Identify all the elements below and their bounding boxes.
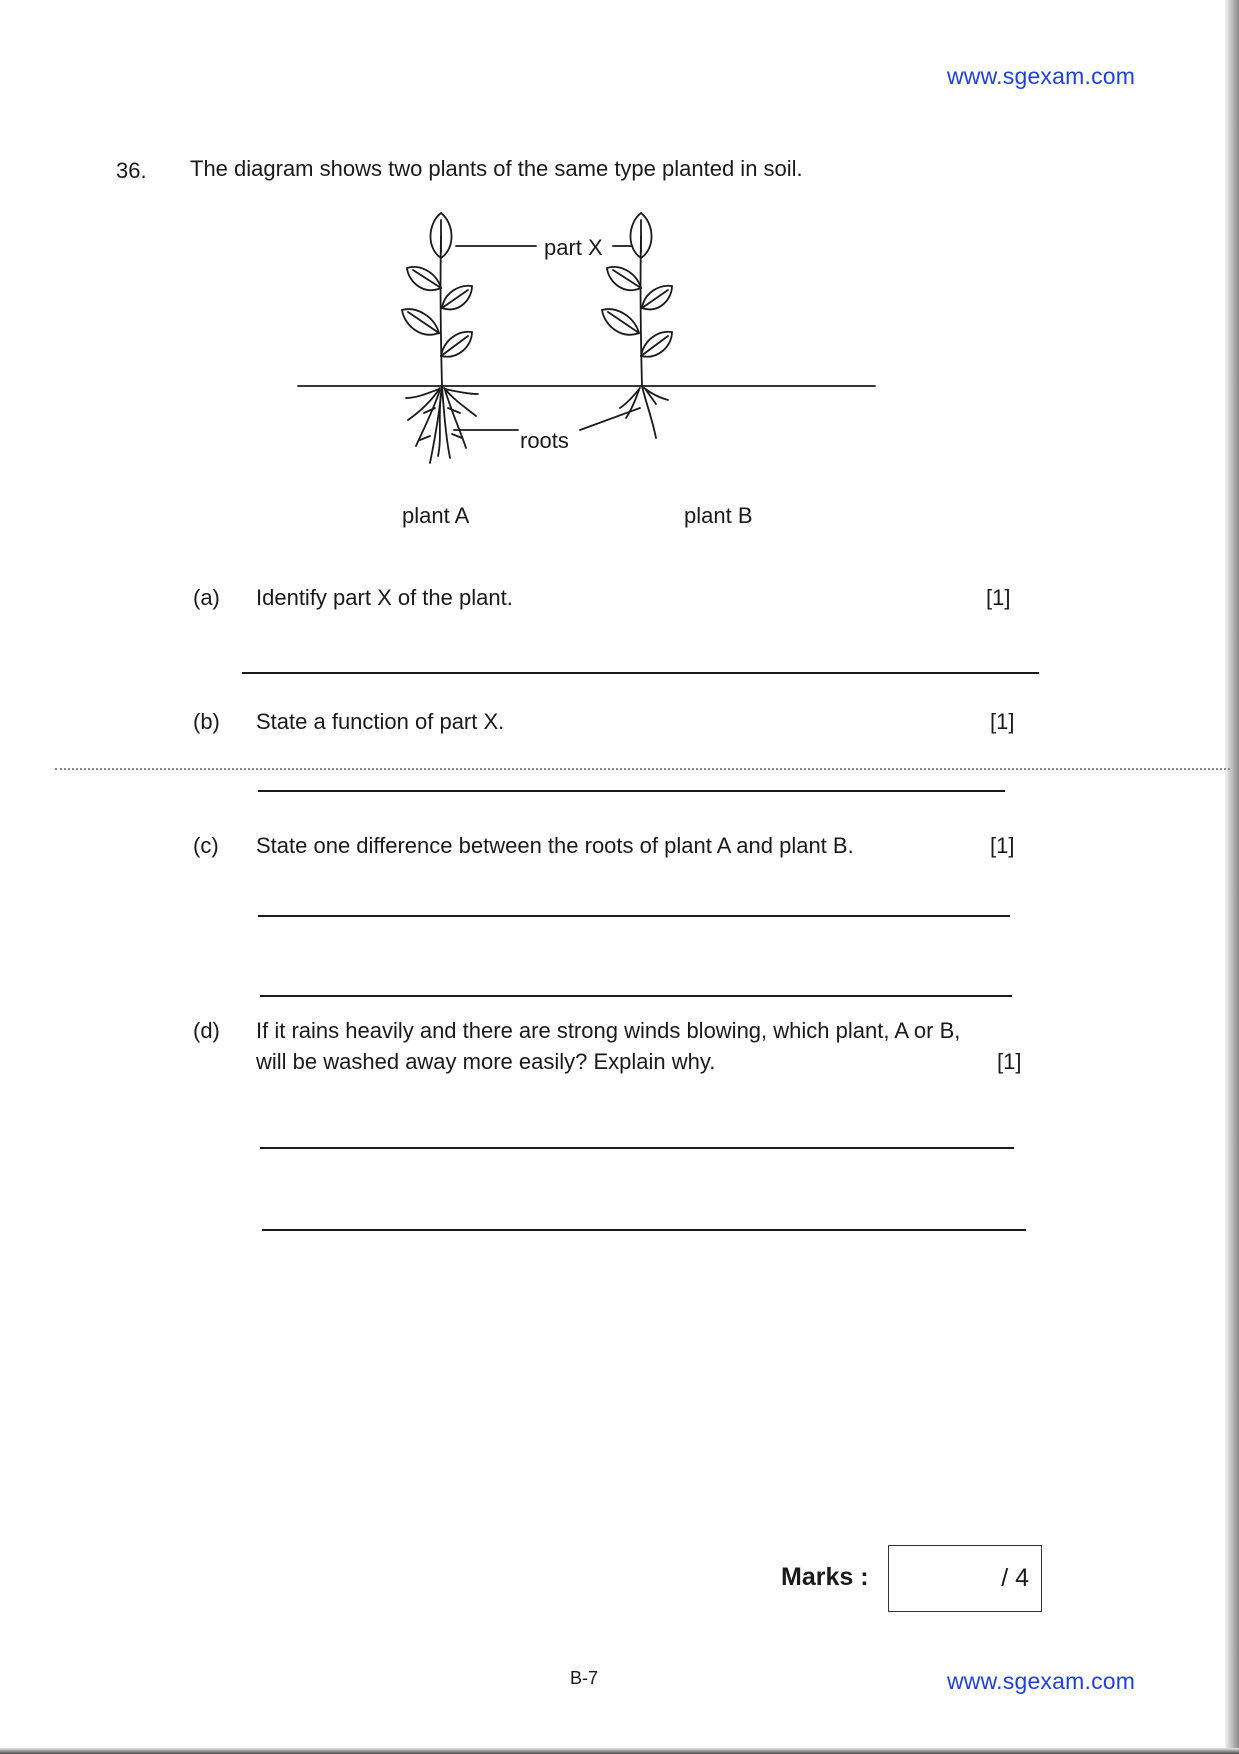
part-d-question-line-1: If it rains heavily and there are strong winds blowing, which plant, A or B, — [256, 1018, 961, 1043]
part-b-marks: [1] — [990, 709, 1015, 734]
header-url-link[interactable]: www.sgexam.com — [947, 63, 1136, 89]
page-code: B-7 — [570, 1668, 599, 1688]
part-c-question: State one difference between the roots of plant A and plant B. — [256, 833, 854, 858]
page-edge-shadow — [1225, 0, 1239, 1754]
plants-diagram — [290, 208, 890, 543]
part-a-question: Identify part X of the plant. — [256, 585, 513, 610]
roots-leader-b — [580, 408, 640, 430]
page-bottom-edge — [0, 1748, 1239, 1754]
page-fold-dotted-line — [55, 768, 1230, 770]
part-d-question-line-2: will be washed away more easily? Explain why. — [256, 1049, 716, 1074]
part-c-label: (c) — [193, 833, 219, 858]
label-plant-b: plant B — [684, 503, 753, 528]
part-a-answer-line[interactable] — [242, 672, 1039, 674]
question-number: 36. — [116, 158, 147, 183]
part-c-marks: [1] — [990, 833, 1015, 858]
label-plant-a: plant A — [402, 503, 470, 528]
marks-label: Marks : — [781, 1563, 869, 1591]
part-c-answer-line-2[interactable] — [260, 995, 1012, 997]
part-a-label: (a) — [193, 585, 220, 610]
marks-box[interactable] — [888, 1545, 1042, 1612]
part-d-label: (d) — [193, 1018, 220, 1043]
question-stem: The diagram shows two plants of the same type planted in soil. — [190, 156, 803, 181]
plant-b-drawing — [602, 213, 672, 438]
part-b-question: State a function of part X. — [256, 709, 505, 734]
part-b-label: (b) — [193, 709, 220, 734]
part-c-answer-line-1[interactable] — [258, 915, 1010, 917]
part-d-answer-line-2[interactable] — [262, 1229, 1026, 1231]
part-b-answer-line[interactable] — [258, 790, 1005, 792]
label-part-x: part X — [544, 235, 603, 260]
plant-a-drawing — [402, 213, 478, 463]
part-a-marks: [1] — [986, 585, 1011, 610]
footer-url-link[interactable]: www.sgexam.com — [947, 1668, 1136, 1694]
part-d-marks: [1] — [997, 1049, 1022, 1074]
label-roots: roots — [520, 428, 569, 453]
marks-total: / 4 — [1001, 1564, 1029, 1592]
part-d-answer-line-1[interactable] — [260, 1147, 1014, 1149]
